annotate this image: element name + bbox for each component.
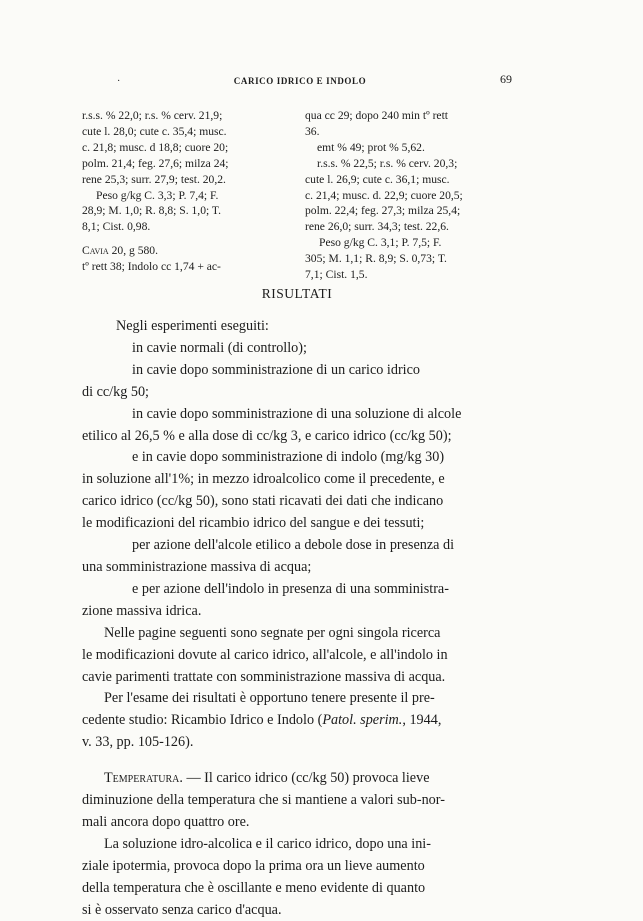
- body-line: le modificazioni dovute al carico idrico, all'alcole, e all'indolo in: [82, 646, 448, 663]
- right-line: cute l. 26,9; cute c. 36,1; musc.: [305, 172, 450, 186]
- body-line: in cavie dopo somministrazione di un carico idrico: [132, 361, 421, 378]
- body-line: si è osservato senza carico d'acqua.: [82, 901, 282, 918]
- body-line: e per azione dell'indolo in presenza di una somministra-: [132, 580, 449, 597]
- body-line: Nelle pagine seguenti sono segnate per ogni singola ricerca: [104, 624, 441, 641]
- body-line: ziale ipotermia, provoca dopo la prima ora un lieve aumento: [82, 857, 425, 874]
- left-line: polm. 21,4; feg. 27,6; milza 24;: [82, 156, 229, 170]
- citation-line: [82, 710, 512, 732]
- temperature-paragraph: [82, 768, 512, 921]
- left-line: c. 21,8; musc. d 18,8; cuore 20;: [82, 140, 229, 154]
- page-number: 69: [500, 72, 512, 86]
- citation-year: , 1944,: [402, 712, 442, 729]
- left-line: tº rett 38; Indolo cc 1,74 + ac-: [82, 260, 221, 274]
- right-line: polm. 22,4; feg. 27,3; milza 25,4;: [305, 204, 461, 218]
- section-heading: RISULTATI: [261, 286, 333, 301]
- results-section: [82, 286, 512, 921]
- left-line: r.s.s. % 22,0; r.s. % cerv. 21,9;: [82, 109, 223, 122]
- body-line: in cavie dopo somministrazione di una soluzione di alcole: [132, 405, 462, 422]
- temperature-text: — Il carico idrico (cc/kg 50) provoca lieve: [182, 770, 430, 787]
- running-title: CARICO IDRICO E INDOLO: [233, 76, 367, 86]
- body-line: le modificazioni del ricambio idrico del sangue e dei tessuti;: [82, 515, 425, 532]
- journal-title: Patol. sperim.: [322, 712, 403, 729]
- body-line: in soluzione all'1%; in mezzo idroalcolico come il precedente, e: [82, 471, 445, 488]
- cavia-label: Cavia: [82, 244, 109, 258]
- left-line: rene 25,3; surr. 27,9; test. 20,2.: [82, 172, 226, 186]
- body-line: La soluzione idro-alcolica e il carico idrico, dopo una ini-: [104, 835, 431, 852]
- temperature-label: Temperatura.: [104, 770, 183, 787]
- right-line: 36.: [305, 124, 320, 138]
- body-line: carico idrico (cc/kg 50), sono stati ricavati dei dati che indicano: [82, 493, 444, 510]
- body-line: della temperatura che è oscillante e meno evidente di quanto: [82, 879, 426, 896]
- right-line: rene 26,0; surr. 34,3; test. 22,6.: [305, 220, 449, 234]
- body-line: cavie parimenti trattate con somministrazione massiva di acqua.: [82, 668, 446, 685]
- body-line: etilico al 26,5 % e alla dose di cc/kg 3, e carico idrico (cc/kg 50);: [82, 427, 452, 444]
- body-line: mali ancora dopo quattro ore.: [82, 813, 250, 830]
- body-line: per azione dell'alcole etilico a debole dose in presenza di: [132, 537, 455, 554]
- body-line: Negli esperimenti eseguiti:: [116, 318, 269, 334]
- citation-text: cedente studio: Ricambio Idrico e Indolo (: [82, 712, 323, 729]
- left-line: 28,9; M. 1,0; R. 8,8; S. 1,0; T.: [82, 204, 222, 218]
- temperature-line: [82, 768, 512, 790]
- body-line: Per l'esame dei risultati è opportuno tenere presente il pre-: [104, 690, 435, 707]
- margin-dot: ·: [117, 76, 121, 87]
- right-line: c. 21,4; musc. d. 22,9; cuore 20,5;: [305, 188, 463, 202]
- body-line: zione massiva idrica.: [82, 602, 202, 619]
- left-column: [82, 108, 288, 275]
- results-body: [82, 316, 512, 921]
- left-line: cute l. 28,0; cute c. 35,4; musc.: [82, 124, 227, 138]
- right-line: 7,1; Cist. 1,5.: [305, 268, 368, 282]
- body-line: v. 33, pp. 105-126).: [82, 734, 194, 751]
- body-line: in cavie normali (di controllo);: [132, 339, 307, 356]
- right-line: 305; M. 1,1; R. 8,9; S. 0,73; T.: [305, 252, 447, 266]
- right-column: [305, 108, 520, 283]
- right-line: r.s.s. % 22,5; r.s. % cerv. 20,3;: [317, 156, 458, 170]
- body-line: di cc/kg 50;: [82, 383, 149, 400]
- body-line: una somministrazione massiva di acqua;: [82, 558, 312, 575]
- cavia-line: [82, 243, 288, 259]
- left-line: Peso g/kg C. 3,3; P. 7,4; F.: [96, 188, 219, 202]
- cavia-weight: 20, g 580.: [108, 244, 158, 258]
- right-line: emt % 49; prot % 5,62.: [317, 140, 425, 154]
- right-line: qua cc 29; dopo 240 min tº rett: [305, 109, 449, 122]
- body-line: e in cavie dopo somministrazione di indolo (mg/kg 30): [132, 449, 445, 466]
- spacer: [82, 235, 288, 243]
- right-line: Peso g/kg C. 3,1; P. 7,5; F.: [319, 236, 442, 250]
- body-line: diminuzione della temperatura che si mantiene a valori sub-nor-: [82, 792, 445, 809]
- left-line: 8,1; Cist. 0,98.: [82, 220, 151, 234]
